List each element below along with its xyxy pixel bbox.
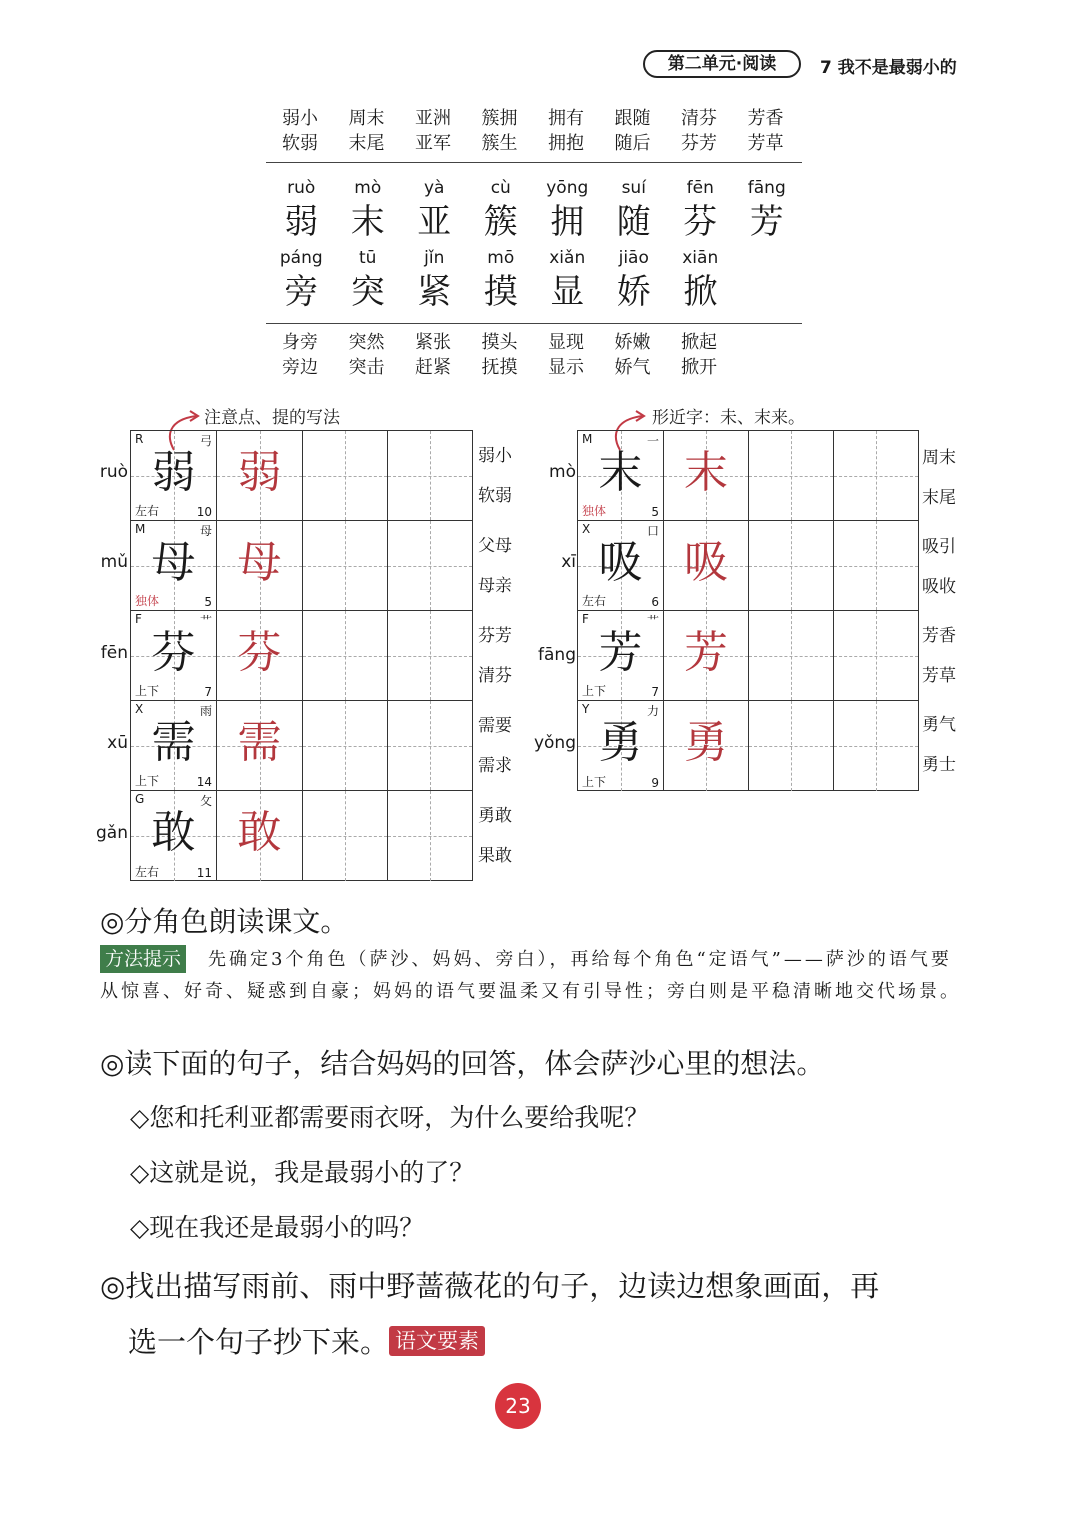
char-cell: jiāo 娇 [616, 248, 651, 312]
char-cell: jǐn 紧 [417, 248, 452, 312]
word-group: 芬芳 清芬 [478, 626, 512, 686]
model-char: 勇 [598, 717, 643, 768]
model-char: 弱 [151, 447, 196, 498]
char-cell: mō 摸 [483, 248, 518, 312]
divider [266, 323, 802, 324]
model-char: 芬 [151, 627, 196, 678]
trace-char: 芬 [237, 627, 282, 678]
char-cell: xiān 掀 [682, 248, 719, 312]
sentence-item: ◇您和托利亚都需要雨衣呀，为什么要给我呢？ [130, 1103, 650, 1132]
grid-row: M 一 独体 5 末 末 [578, 431, 918, 521]
pinyin-label: gǎn [96, 823, 128, 843]
word-pair: 清芬 芬芳 [681, 108, 717, 154]
word-pair: 身旁 旁边 [282, 332, 318, 378]
unit-label: 第二单元·阅读 [643, 50, 801, 78]
bottom-words [268, 330, 800, 380]
trace-char: 母 [237, 537, 282, 588]
practice-cell[interactable] [388, 431, 472, 520]
char-cell: xiǎn 显 [549, 248, 586, 312]
yuwen-badge: 语文要素 [389, 1326, 485, 1356]
char-cell: fēn 芬 [683, 178, 718, 242]
page-number: 23 [495, 1383, 541, 1429]
word-pair: 周末 末尾 [348, 108, 385, 154]
practice-cell[interactable] [303, 431, 388, 520]
word-pair: 紧张 赶紧 [415, 332, 451, 378]
sentence-item: ◇现在我还是最弱小的吗？ [130, 1213, 425, 1242]
pinyin-label: xī [561, 552, 576, 572]
word-pair: 拥有 拥抱 [548, 108, 584, 154]
word-group: 需要 需求 [478, 716, 512, 776]
question-3-line-1: ◎找出描写雨前、雨中野蔷薇花的句子，边读边想象画面，再 [100, 1269, 880, 1303]
word-pair: 摸头 抚摸 [481, 332, 518, 378]
grid-row: Y 力 上下 9 勇 勇 [578, 701, 918, 791]
grid-row: X 雨 上下 14 需 需 [131, 701, 472, 791]
model-char: 末 [598, 447, 643, 498]
read-chars-row-1 [268, 176, 800, 244]
grid-row: X 口 左右 6 吸 吸 [578, 521, 918, 611]
char-cell: cù 簇 [483, 178, 518, 242]
model-char: 吸 [598, 537, 643, 588]
method-tip-badge: 方法提示 [100, 945, 186, 973]
word-pair: 亚洲 亚军 [415, 108, 451, 154]
word-pair: 掀起 掀开 [681, 332, 717, 378]
question-3-line-2 [128, 1320, 485, 1361]
practice-cell[interactable] [749, 701, 834, 791]
word-group: 周末 末尾 [922, 448, 956, 508]
pinyin-label: fēn [100, 643, 128, 663]
practice-cell[interactable] [749, 521, 834, 610]
practice-cell[interactable] [834, 611, 918, 700]
model-char: 母 [151, 537, 196, 588]
grid-row: R 弓 左右 10 弱 弱 [131, 431, 472, 521]
practice-cell[interactable] [834, 521, 918, 610]
practice-cell[interactable] [388, 521, 472, 610]
trace-char: 吸 [684, 537, 728, 588]
lesson-title: 7 我不是最弱小的 [820, 58, 957, 78]
annotation-right: 形近字：未、末来。 [652, 408, 805, 428]
practice-cell[interactable] [749, 431, 834, 520]
grid-row: F 艹 上下 7 芬 芬 [131, 611, 472, 701]
char-cell: tū 突 [350, 248, 385, 312]
read-chars-row-2 [268, 246, 800, 314]
word-pair: 芳香 芳草 [747, 108, 784, 154]
word-pair: 显现 显示 [548, 332, 584, 378]
sentence-item: ◇这就是说，我是最弱小的了？ [130, 1158, 475, 1187]
word-group: 吸引 吸收 [922, 537, 956, 597]
grid-row: M 母 独体 5 母 母 [131, 521, 472, 611]
char-cell: páng 旁 [279, 248, 323, 312]
char-cell: fāng 芳 [747, 178, 786, 242]
pinyin-label: mò [549, 462, 576, 482]
practice-cell[interactable] [834, 431, 918, 520]
grid-row: F 艹 上下 7 芳 芳 [578, 611, 918, 701]
practice-cell[interactable] [303, 791, 388, 881]
annotation-left: 注意点、提的写法 [204, 408, 340, 428]
model-char: 敢 [151, 807, 196, 858]
writing-grid-left [130, 430, 473, 881]
practice-cell[interactable] [388, 701, 472, 790]
practice-cell[interactable] [834, 701, 918, 791]
char-cell: mò 末 [350, 178, 385, 242]
word-group: 勇敢 果敢 [478, 806, 512, 866]
word-group: 芳香 芳草 [922, 626, 956, 686]
pinyin-label: xū [107, 733, 128, 753]
model-char: 需 [151, 717, 196, 768]
question-1-title: ◎分角色朗读课文。 [100, 905, 349, 938]
pinyin-label: mǔ [100, 552, 128, 572]
pinyin-label: yǒng [533, 733, 576, 753]
word-pair: 弱小 软弱 [282, 108, 318, 154]
question-2-title: ◎读下面的句子，结合妈妈的回答，体会萨沙心里的想法。 [100, 1047, 825, 1080]
char-cell: ruò 弱 [284, 178, 319, 242]
question-3-text: 选一个句子抄下来。 [128, 1325, 390, 1359]
divider [266, 162, 802, 163]
pinyin-label: fāng [538, 645, 576, 665]
top-words [268, 106, 800, 156]
pinyin-label: ruò [99, 462, 128, 482]
trace-char: 勇 [684, 717, 728, 768]
practice-cell[interactable] [388, 791, 472, 881]
trace-char: 弱 [237, 447, 282, 498]
writing-grid-right [577, 430, 919, 791]
word-group: 弱小 软弱 [478, 446, 512, 506]
word-pair: 娇嫩 娇气 [614, 332, 651, 378]
model-char: 芳 [598, 627, 643, 678]
word-group: 父母 母亲 [478, 536, 512, 596]
practice-cell[interactable] [749, 611, 834, 700]
practice-cell[interactable] [303, 611, 388, 700]
trace-char: 敢 [237, 807, 282, 858]
char-cell: suí 随 [616, 178, 651, 242]
trace-char: 需 [237, 717, 282, 768]
word-group: 勇气 勇士 [922, 715, 956, 775]
grid-row: G 攵 左右 11 敢 敢 [131, 791, 472, 881]
char-cell: yà 亚 [417, 178, 452, 242]
practice-cell[interactable] [303, 701, 388, 790]
word-pair: 簇拥 簇生 [481, 108, 518, 154]
trace-char: 末 [684, 447, 728, 498]
practice-cell[interactable] [303, 521, 388, 610]
char-cell: yōng 拥 [546, 178, 589, 242]
trace-char: 芳 [684, 627, 728, 678]
word-pair: 跟随 随后 [614, 108, 651, 154]
practice-cell[interactable] [388, 611, 472, 700]
word-pair: 突然 突击 [348, 332, 385, 378]
method-tip-text: 先确定3个角色（萨沙、妈妈、旁白），再给每个角色“定语气”——萨沙的语气要从惊喜、好奇、疑惑到自豪；妈妈的语气要温柔又有引导性；旁白则是平稳清晰地交代场景。 [100, 949, 961, 1002]
